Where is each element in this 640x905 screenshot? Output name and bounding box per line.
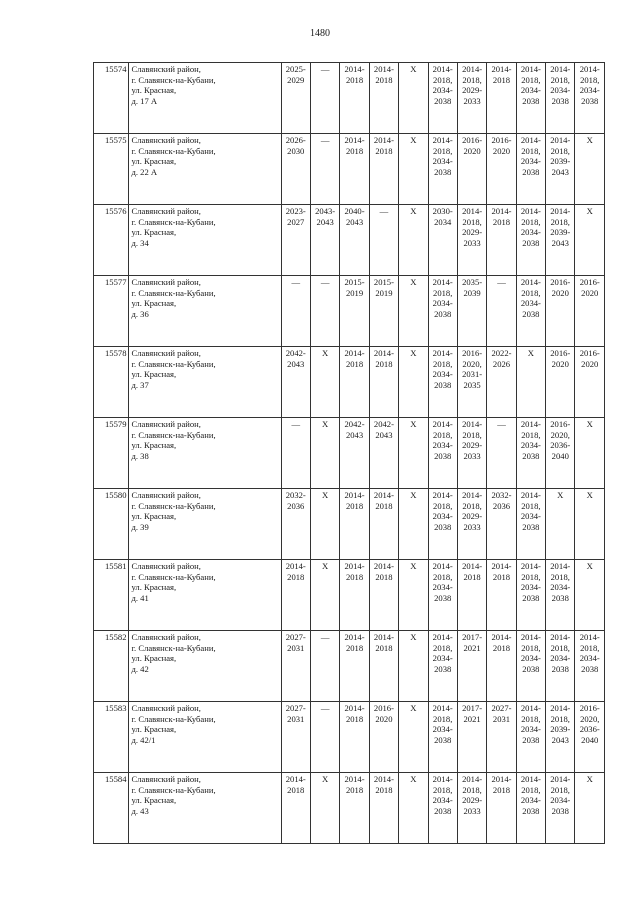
period-cell: 2027- 2031 <box>281 702 310 773</box>
period-cell: 2014- 2018, 2034- 2038 <box>516 63 545 134</box>
period-cell: 2014- 2018, 2034- 2038 <box>546 631 575 702</box>
record-number: 15581 <box>94 560 129 631</box>
period-cell: 2016- 2020 <box>546 276 575 347</box>
period-cell: 2014- 2018, 2029- 2033 <box>457 773 486 844</box>
period-cell: 2014- 2018, 2034- 2038 <box>516 205 545 276</box>
address-line: ул. Красная, <box>131 85 177 95</box>
table-row <box>94 560 605 631</box>
table-row <box>94 489 605 560</box>
period-cell: 2014- 2018, 2039- 2043 <box>546 134 575 205</box>
housing-repair-schedule-table <box>93 62 605 844</box>
address-line: г. Славянск-на-Кубани, <box>131 784 216 795</box>
period-cell: 2014- 2018, 2034- 2038 <box>516 134 545 205</box>
period-cell: 2014- 2018, 2034- 2038 <box>575 63 605 134</box>
period-cell: X <box>399 418 428 489</box>
period-cell: 2014- 2018 <box>369 631 398 702</box>
period-cell: 2014- 2018 <box>487 205 516 276</box>
table-row <box>94 276 605 347</box>
address-cell <box>129 276 281 347</box>
period-cell: 2016- 2020, 2031- 2035 <box>457 347 486 418</box>
address-line: г. Славянск-на-Кубани, <box>131 642 216 653</box>
period-cell: 2014- 2018 <box>369 347 398 418</box>
record-number: 15576 <box>94 205 129 276</box>
address-line: Славянский район, <box>131 348 201 358</box>
period-cell: 2014- 2018 <box>369 63 398 134</box>
period-cell: — <box>310 631 339 702</box>
period-cell: 2015- 2019 <box>340 276 369 347</box>
address-line: г. Славянск-на-Кубани, <box>131 74 216 85</box>
period-cell: X <box>399 347 428 418</box>
period-cell: 2035- 2039 <box>457 276 486 347</box>
period-cell: 2014- 2018, 2034- 2038 <box>546 773 575 844</box>
period-cell: — <box>310 134 339 205</box>
period-cell: 2014- 2018, 2034- 2038 <box>516 489 545 560</box>
period-cell: 2040- 2043 <box>340 205 369 276</box>
period-cell: 2016- 2020 <box>575 276 605 347</box>
period-cell: 2016- 2020, 2036- 2040 <box>546 418 575 489</box>
period-cell: 2014- 2018 <box>281 560 310 631</box>
address-line: д. 41 <box>131 592 149 603</box>
period-cell: X <box>399 631 428 702</box>
period-cell: 2014- 2018, 2034- 2038 <box>428 347 457 418</box>
period-cell: X <box>575 773 605 844</box>
address-line: г. Славянск-на-Кубани, <box>131 216 216 227</box>
period-cell: 2014- 2018 <box>340 773 369 844</box>
address-line: ул. Красная, <box>131 724 177 734</box>
period-cell: 2014- 2018 <box>369 773 398 844</box>
address-line: д. 36 <box>131 308 149 319</box>
period-cell: 2016- 2020 <box>369 702 398 773</box>
address-line: ул. Красная, <box>131 795 177 805</box>
period-cell: — <box>369 205 398 276</box>
record-number: 15582 <box>94 631 129 702</box>
table-row <box>94 773 605 844</box>
period-cell: 2014- 2018 <box>369 560 398 631</box>
period-cell: 2014- 2018, 2034- 2038 <box>575 631 605 702</box>
period-cell: 2014- 2018, 2029- 2033 <box>457 418 486 489</box>
record-number: 15574 <box>94 63 129 134</box>
period-cell: 2014- 2018 <box>340 347 369 418</box>
period-cell: 2014- 2018, 2034- 2038 <box>516 702 545 773</box>
period-cell: 2014- 2018, 2034- 2038 <box>516 631 545 702</box>
period-cell: X <box>399 702 428 773</box>
period-cell: 2022- 2026 <box>487 347 516 418</box>
period-cell: X <box>399 489 428 560</box>
period-cell: 2014- 2018, 2029- 2033 <box>457 63 486 134</box>
address-line: д. 39 <box>131 521 149 532</box>
address-line: г. Славянск-на-Кубани, <box>131 287 216 298</box>
period-cell: 2030- 2034 <box>428 205 457 276</box>
address-cell <box>129 631 281 702</box>
address-line: д. 34 <box>131 237 149 248</box>
address-line: г. Славянск-на-Кубани, <box>131 429 216 440</box>
period-cell: 2014- 2018, 2034- 2038 <box>428 134 457 205</box>
address-line: Славянский район, <box>131 774 201 784</box>
address-line: Славянский район, <box>131 206 201 216</box>
period-cell: 2014- 2018 <box>457 560 486 631</box>
period-cell: 2026- 2030 <box>281 134 310 205</box>
period-cell: 2027- 2031 <box>487 702 516 773</box>
address-line: ул. Красная, <box>131 440 177 450</box>
period-cell: 2025- 2029 <box>281 63 310 134</box>
period-cell: 2014- 2018, 2039- 2043 <box>546 205 575 276</box>
period-cell: 2014- 2018 <box>281 773 310 844</box>
address-cell <box>129 347 281 418</box>
period-cell: 2017- 2021 <box>457 631 486 702</box>
address-cell <box>129 560 281 631</box>
address-line: Славянский район, <box>131 135 201 145</box>
period-cell: 2027- 2031 <box>281 631 310 702</box>
period-cell: X <box>399 63 428 134</box>
period-cell: 2042- 2043 <box>340 418 369 489</box>
period-cell: — <box>310 63 339 134</box>
period-cell: X <box>516 347 545 418</box>
period-cell: 2032- 2036 <box>281 489 310 560</box>
period-cell: — <box>310 702 339 773</box>
period-cell: 2014- 2018, 2034- 2038 <box>428 773 457 844</box>
period-cell: — <box>487 418 516 489</box>
address-cell <box>129 702 281 773</box>
address-line: д. 42/1 <box>131 734 156 745</box>
period-cell: 2014- 2018, 2034- 2038 <box>428 418 457 489</box>
address-line: д. 17 А <box>131 95 158 106</box>
period-cell: 2015- 2019 <box>369 276 398 347</box>
period-cell: 2014- 2018 <box>340 134 369 205</box>
period-cell: 2014- 2018, 2034- 2038 <box>516 773 545 844</box>
period-cell: X <box>575 418 605 489</box>
record-number: 15577 <box>94 276 129 347</box>
address-line: ул. Красная, <box>131 653 177 663</box>
period-cell: 2016- 2020 <box>546 347 575 418</box>
record-number: 15584 <box>94 773 129 844</box>
address-line: ул. Красная, <box>131 227 177 237</box>
address-line: ул. Красная, <box>131 511 177 521</box>
address-line: д. 43 <box>131 805 149 816</box>
period-cell: 2014- 2018, 2034- 2038 <box>428 276 457 347</box>
address-line: г. Славянск-на-Кубани, <box>131 358 216 369</box>
period-cell: X <box>575 560 605 631</box>
period-cell: 2014- 2018 <box>340 489 369 560</box>
period-cell: 2017- 2021 <box>457 702 486 773</box>
address-line: ул. Красная, <box>131 369 177 379</box>
period-cell: X <box>399 276 428 347</box>
period-cell: 2016- 2020, 2036- 2040 <box>575 702 605 773</box>
period-cell: 2014- 2018 <box>487 63 516 134</box>
address-line: Славянский район, <box>131 64 201 74</box>
period-cell: X <box>310 560 339 631</box>
address-line: г. Славянск-на-Кубани, <box>131 145 216 156</box>
period-cell: 2014- 2018 <box>369 134 398 205</box>
period-cell: 2014- 2018, 2029- 2033 <box>457 489 486 560</box>
period-cell: X <box>310 489 339 560</box>
address-cell <box>129 63 281 134</box>
period-cell: 2014- 2018 <box>340 631 369 702</box>
period-cell: 2016- 2020 <box>457 134 486 205</box>
period-cell: 2014- 2018, 2039- 2043 <box>546 702 575 773</box>
period-cell: — <box>281 418 310 489</box>
period-cell: 2014- 2018, 2034- 2038 <box>428 631 457 702</box>
address-line: ул. Красная, <box>131 156 177 166</box>
address-line: Славянский район, <box>131 490 201 500</box>
period-cell: 2014- 2018 <box>487 631 516 702</box>
period-cell: X <box>399 773 428 844</box>
address-line: д. 42 <box>131 663 149 674</box>
period-cell: X <box>310 347 339 418</box>
period-cell: 2014- 2018, 2034- 2038 <box>516 276 545 347</box>
period-cell: X <box>310 418 339 489</box>
period-cell: 2014- 2018 <box>487 773 516 844</box>
record-number: 15578 <box>94 347 129 418</box>
period-cell: — <box>281 276 310 347</box>
period-cell: 2014- 2018, 2034- 2038 <box>428 489 457 560</box>
period-cell: X <box>399 134 428 205</box>
period-cell: 2014- 2018, 2034- 2038 <box>546 560 575 631</box>
record-number: 15580 <box>94 489 129 560</box>
period-cell: X <box>546 489 575 560</box>
address-line: ул. Красная, <box>131 298 177 308</box>
period-cell: 2014- 2018, 2034- 2038 <box>516 418 545 489</box>
address-line: д. 38 <box>131 450 149 461</box>
record-number: 15579 <box>94 418 129 489</box>
period-cell: 2014- 2018 <box>369 489 398 560</box>
address-line: г. Славянск-на-Кубани, <box>131 500 216 511</box>
period-cell: 2014- 2018, 2034- 2038 <box>428 560 457 631</box>
address-line: Славянский район, <box>131 703 201 713</box>
address-line: ул. Красная, <box>131 582 177 592</box>
period-cell: 2014- 2018, 2034- 2038 <box>428 63 457 134</box>
period-cell: — <box>310 276 339 347</box>
address-line: Славянский район, <box>131 561 201 571</box>
period-cell: 2014- 2018 <box>340 560 369 631</box>
period-cell: X <box>399 205 428 276</box>
address-line: Славянский район, <box>131 419 201 429</box>
page-number: 1480 <box>310 28 330 39</box>
table-row <box>94 418 605 489</box>
address-cell <box>129 134 281 205</box>
period-cell: 2043- 2043 <box>310 205 339 276</box>
table-row <box>94 347 605 418</box>
address-line: г. Славянск-на-Кубани, <box>131 713 216 724</box>
period-cell: X <box>575 205 605 276</box>
record-number: 15575 <box>94 134 129 205</box>
period-cell: 2014- 2018 <box>487 560 516 631</box>
table-row <box>94 702 605 773</box>
period-cell: 2016- 2020 <box>575 347 605 418</box>
period-cell: 2014- 2018, 2034- 2038 <box>546 63 575 134</box>
period-cell: 2014- 2018, 2034- 2038 <box>516 560 545 631</box>
table-row <box>94 63 605 134</box>
address-line: Славянский район, <box>131 277 201 287</box>
period-cell: X <box>575 134 605 205</box>
period-cell: 2014- 2018, 2034- 2038 <box>428 702 457 773</box>
period-cell: — <box>487 276 516 347</box>
address-line: д. 37 <box>131 379 149 390</box>
table-row <box>94 631 605 702</box>
period-cell: 2016- 2020 <box>487 134 516 205</box>
address-line: г. Славянск-на-Кубани, <box>131 571 216 582</box>
period-cell: 2042- 2043 <box>281 347 310 418</box>
period-cell: X <box>575 489 605 560</box>
table-row <box>94 205 605 276</box>
period-cell: 2023- 2027 <box>281 205 310 276</box>
period-cell: 2042- 2043 <box>369 418 398 489</box>
period-cell: 2014- 2018 <box>340 702 369 773</box>
period-cell: 2014- 2018 <box>340 63 369 134</box>
period-cell: X <box>310 773 339 844</box>
address-cell <box>129 489 281 560</box>
period-cell: X <box>399 560 428 631</box>
table-row <box>94 134 605 205</box>
address-cell <box>129 418 281 489</box>
address-line: Славянский район, <box>131 632 201 642</box>
address-cell <box>129 205 281 276</box>
period-cell: 2014- 2018, 2029- 2033 <box>457 205 486 276</box>
period-cell: 2032- 2036 <box>487 489 516 560</box>
address-cell <box>129 773 281 844</box>
record-number: 15583 <box>94 702 129 773</box>
address-line: д. 22 А <box>131 166 158 177</box>
